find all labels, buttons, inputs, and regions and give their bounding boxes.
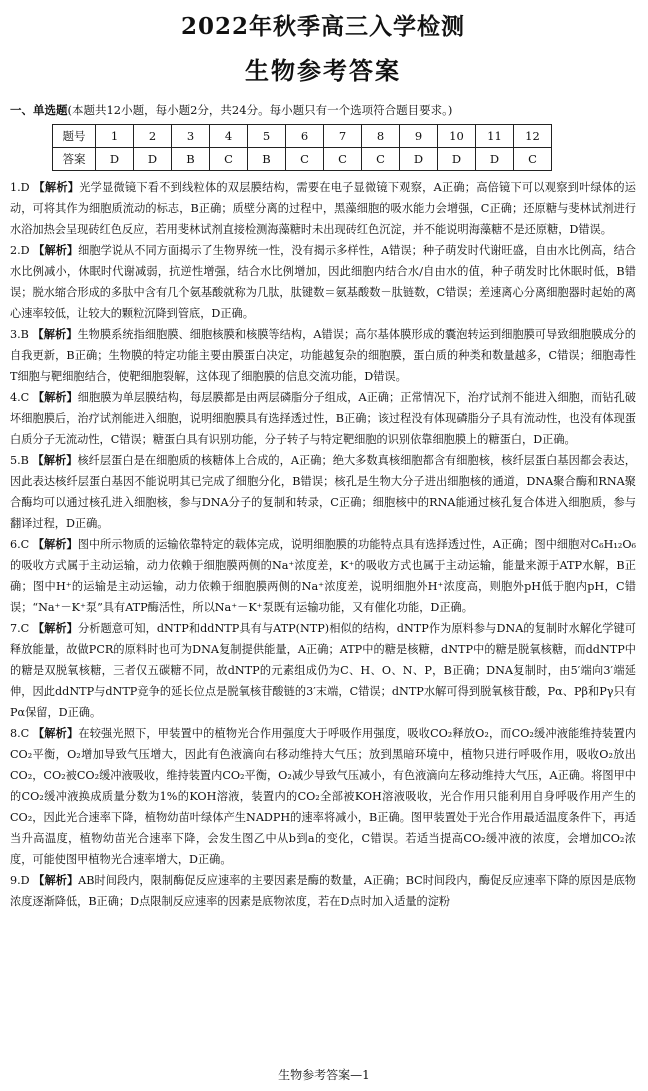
table-cell-number: 10 — [438, 125, 476, 148]
analysis-tag: 【解析】 — [32, 537, 78, 551]
analysis-tag: 【解析】 — [32, 453, 78, 467]
table-cell-answer: C — [286, 148, 324, 171]
table-cell-answer: C — [210, 148, 248, 171]
question-number: 7.C — [10, 622, 30, 635]
explanation-text: AB时间段内，限制酶促反应速率的主要因素是酶的数量，A正确；BC时间段内，酶促反应速率下降的原因是底物浓度逐渐降低，B正确；D点限制反应速率的因素是底物浓度，若在D点时加入适量的淀粉 — [10, 874, 636, 908]
table-cell-answer: C — [514, 148, 552, 171]
table-cell-number: 8 — [362, 125, 400, 148]
table-cell-number: 4 — [210, 125, 248, 148]
table-cell-answer: C — [362, 148, 400, 171]
table-cell-answer: B — [172, 148, 210, 171]
table-header-number: 题号 — [53, 125, 96, 148]
explanation-text: 光学显微镜下看不到线粒体的双层膜结构，需要在电子显微镜下观察，A正确；高倍镜下可以观察到叶绿体的运动，可将其作为细胞质流动的标志，B正确；质壁分离的过程中，黑藻细胞的吸水能力会增强，C正确；还原糖与斐林试剂进行水浴加热会呈现砖红色反应，若用斐林试剂直接检测海藻糖时未出现砖红色沉淀，并不能说明海藻糖不是还原糖，D错误。 — [10, 181, 636, 236]
table-cell-number: 6 — [286, 125, 324, 148]
question-explanation — [10, 723, 636, 870]
explanation-text: 核纤层蛋白是在细胞质的核糖体上合成的，A正确；绝大多数真核细胞都含有细胞核，核纤层蛋白基因都会表达，因此表达核纤层蛋白基因不能说明其已完成了细胞分化，B错误；核孔是生物大分子进出细胞核的通道，DNA聚合酶和RNA聚合酶均可以通过核孔进入细胞核，参与DNA分子的复制和转录，C正确；细胞核中的RNA能通过核孔复合体进入细胞质，参与翻译过程，D正确。 — [10, 454, 636, 530]
table-cell-answer: D — [134, 148, 172, 171]
table-cell-number: 5 — [248, 125, 286, 148]
explanation-text: 细胞学说从不同方面揭示了生物界统一性，没有揭示多样性，A错误；种子萌发时代谢旺盛，自由水比例高，结合水比例减小，休眠时代谢减弱，抗逆性增强，结合水比例增加，因此细胞内结合水/自由水的值，种子萌发时比休眠时低，B错误；脱水缩合形成的多肽中含有几个氨基酸就称为几肽，肽键数＝氨基酸数－肽链数，C错误；差速离心分离细胞器时起始的离心速率较低，让较大的颗粒沉降到管底，D正确。 — [10, 244, 636, 320]
section-note: (本题共12小题，每小题2分，共24分。每小题只有一个选项符合题目要求。) — [67, 103, 453, 117]
table-cell-number: 11 — [476, 125, 514, 148]
table-cell-answer: C — [324, 148, 362, 171]
question-number: 8.C — [10, 727, 30, 740]
question-explanation — [10, 324, 636, 387]
table-cell-number: 2 — [134, 125, 172, 148]
answer-table-number-row — [53, 125, 552, 148]
section-title: 一、单选题 — [10, 103, 68, 117]
explanation-text: 在较强光照下，甲装置中的植物光合作用强度大于呼吸作用强度，吸收CO₂释放O₂，而CO₂缓冲液能维持装置内CO₂平衡，O₂增加导致气压增大，因此有色液滴向右移动维持大气压；放到黑暗环境中，植物只进行呼吸作用，吸收O₂放出CO₂，CO₂被CO₂缓冲液吸收，维持装置内CO₂平衡，O₂减少导致气压减小，有色液滴向左移动维持大气压，A正确。将图甲中的CO₂缓冲液换成质量分数为1%的KOH溶液，装置内的CO₂全部被KOH溶液吸收，光合作用只能利用自身呼吸作用产生的CO₂，因此光合速率下降，植物幼苗叶绿体产生NADPH的速率将减小，B正确。图甲装置处于光合作用最适温度条件下，再适当升高温度，植物幼苗光合速率下降，会发生图乙中从b到a的变化，C错误。若适当提高CO₂缓冲液的浓度，会增加CO₂浓度，可能使图甲植物光合速率增大，D正确。 — [10, 727, 636, 866]
table-cell-answer: D — [476, 148, 514, 171]
analysis-tag: 【解析】 — [33, 873, 79, 887]
question-number: 1.D — [10, 181, 30, 194]
question-explanation — [10, 387, 636, 450]
question-number: 9.D — [10, 874, 30, 887]
question-number: 4.C — [10, 391, 30, 404]
table-cell-number: 3 — [172, 125, 210, 148]
question-number: 2.D — [10, 244, 30, 257]
question-explanation — [10, 240, 636, 324]
analysis-tag: 【解析】 — [32, 327, 78, 341]
answer-key-title: 生物参考答案 — [245, 56, 401, 85]
analysis-tag: 【解析】 — [33, 243, 79, 257]
explanation-text: 图中所示物质的运输依靠特定的载体完成，说明细胞膜的功能特点具有选择透过性，A正确；图中细胞对C₆H₁₂O₆的吸收方式属于主动运输，动力依赖于细胞膜两侧的Na⁺浓度差，K⁺的吸收方式也属于主动运输，能量来源于ATP水解，B正确；图中H⁺的运输是主动运输，动力依赖于细胞膜两侧的Na⁺浓度差，说明细胞外H⁺浓度高，则胞外pH低于胞内pH，C错误；“Na⁺－K⁺泵”具有ATP酶活性，所以Na⁺－K⁺泵既有运输功能，又有催化功能，D正确。 — [10, 538, 636, 614]
question-explanation — [10, 870, 636, 912]
table-cell-answer: D — [96, 148, 134, 171]
analysis-tag: 【解析】 — [33, 180, 80, 194]
explanation-text: 分析题意可知，dNTP和ddNTP具有与ATP(NTP)相似的结构，dNTP作为原料参与DNA的复制时水解化学键可释放能量，故做PCR的原料时也可为DNA复制提供能量，A正确；ATP中的糖是核糖，dNTP中的糖是脱氧核糖，而ddNTP中的糖是双脱氧核糖，三者仅五碳糖不同，故dNTP的元素组成仍为C、H、O、N、P，B正确；DNA复制时，由5′端向3′端延伸，因此ddNTP与dNTP竞争的延长位点是脱氧核苷酸链的3′末端，C错误；dNTP水解可得到脱氧核苷酸，Pα、Pβ和Pγ只有Pα保留，D正确。 — [10, 622, 636, 719]
analysis-tag: 【解析】 — [32, 621, 78, 635]
question-explanation — [10, 450, 636, 534]
question-explanation — [10, 177, 636, 240]
table-cell-number: 7 — [324, 125, 362, 148]
table-cell-number: 9 — [400, 125, 438, 148]
question-number: 6.C — [10, 538, 30, 551]
table-cell-answer: D — [438, 148, 476, 171]
answer-table-answer-row — [53, 148, 552, 171]
table-cell-answer: B — [248, 148, 286, 171]
question-explanation — [10, 534, 636, 618]
table-header-answer: 答案 — [53, 148, 96, 171]
explanation-text: 细胞膜为单层膜结构，每层膜都是由两层磷脂分子组成，A正确；正常情况下，治疗试剂不能进入细胞，而钻孔破坏细胞膜后，治疗试剂能进入细胞，说明细胞膜具有选择透过性，B正确；该过程没有体现磷脂分子具有流动性，也没有体现蛋白质分子无流动性，C错误；糖蛋白具有识别功能，分子转子与特定靶细胞的识别依靠细胞膜上的糖蛋白，D正确。 — [10, 391, 636, 446]
question-explanation — [10, 618, 636, 723]
explanation-text: 生物膜系统指细胞膜、细胞核膜和核膜等结构，A错误；高尔基体膜形成的囊泡转运到细胞膜可导致细胞膜成分的自我更新，B正确；生物膜的特定功能主要由膜蛋白决定，功能越复杂的细胞膜，蛋白质的种类和数量越多，C错误；细胞毒性T细胞与靶细胞结合，使靶细胞裂解，这体现了细胞膜的信息交流功能，D错误。 — [10, 328, 636, 383]
section-heading — [10, 102, 636, 118]
exam-title: 2022年秋季高三入学检测 — [180, 13, 465, 40]
analysis-tag: 【解析】 — [32, 390, 78, 404]
analysis-tag: 【解析】 — [32, 726, 79, 740]
table-cell-number: 12 — [514, 125, 552, 148]
question-number: 5.B — [10, 454, 29, 467]
question-number: 3.B — [10, 328, 29, 341]
page-footer: 生物参考答案—1 — [278, 1068, 370, 1082]
answer-table — [52, 124, 552, 171]
table-cell-number: 1 — [96, 125, 134, 148]
table-cell-answer: D — [400, 148, 438, 171]
